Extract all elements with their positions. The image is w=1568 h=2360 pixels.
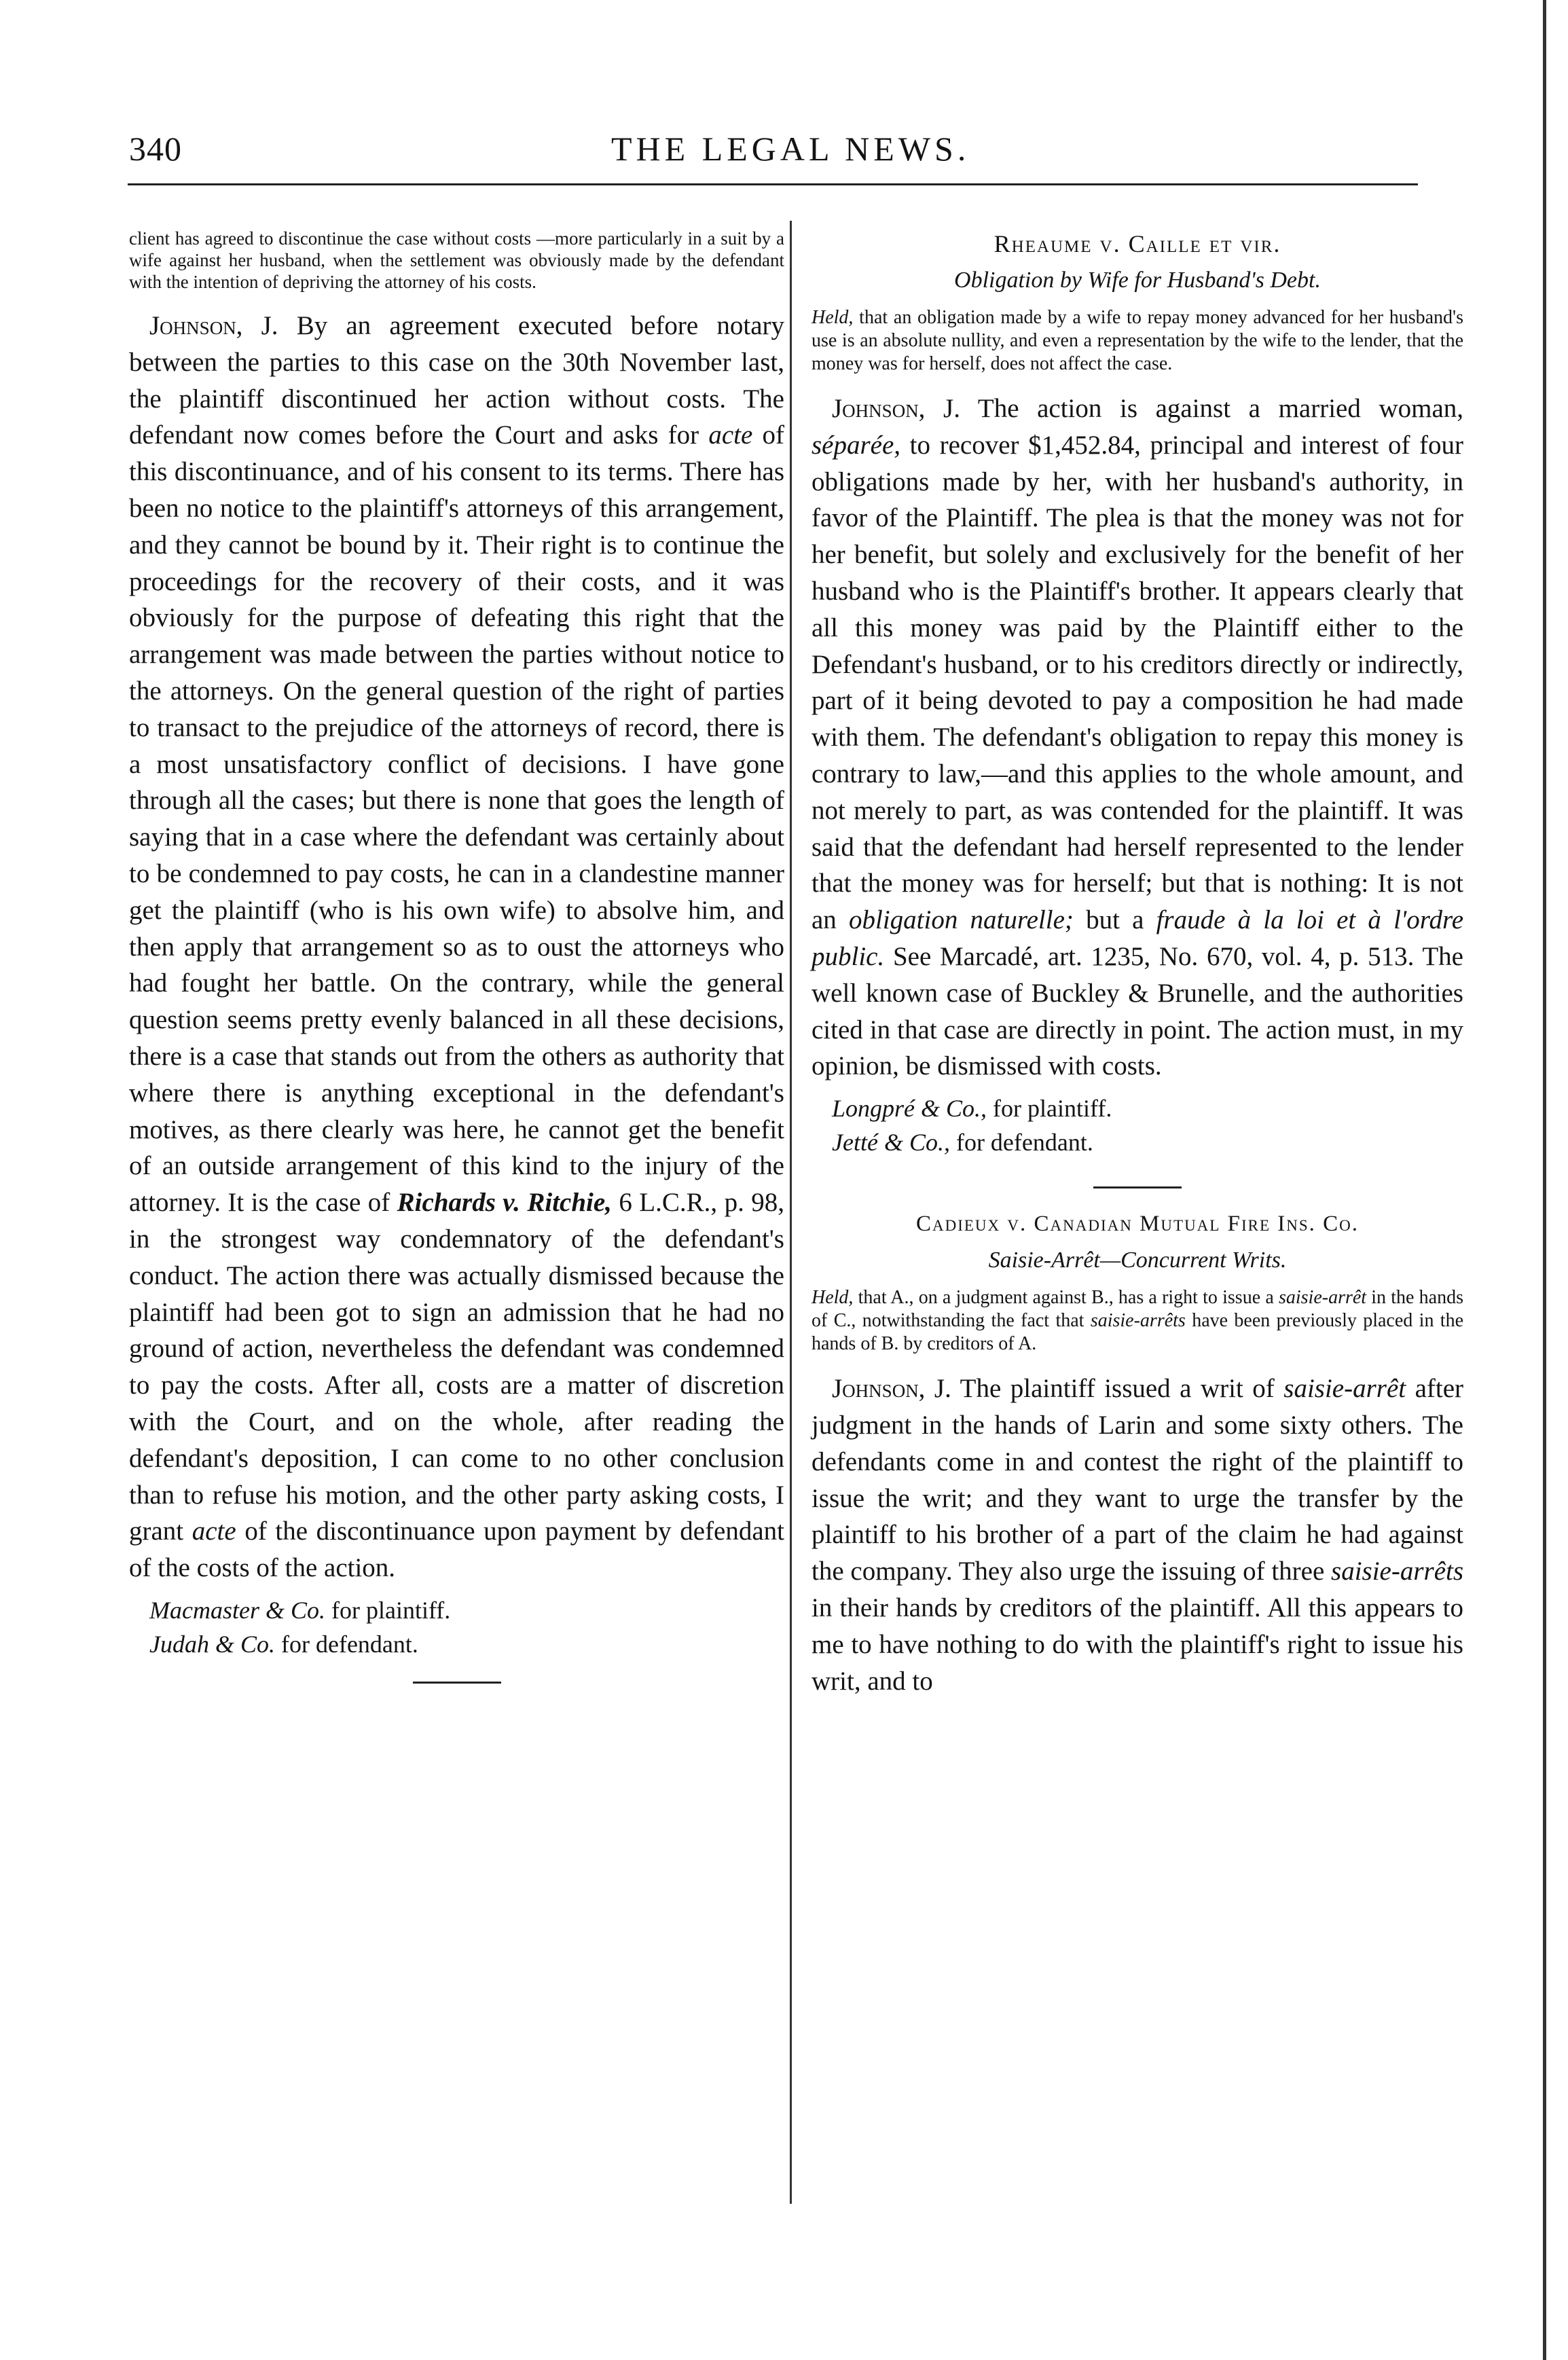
judgment-paragraph — [812, 391, 1463, 1085]
case-subtitle: Saisie-Arrêt—Concurrent Writs. — [988, 1248, 1287, 1273]
section-rule — [413, 1682, 501, 1684]
judgment-text-1: The plaintiff issued a writ of — [960, 1374, 1275, 1404]
acte-term: acte — [708, 420, 753, 450]
left-column — [129, 228, 784, 1703]
column-divider — [790, 221, 792, 2204]
judgment-text-3: but a — [1086, 905, 1144, 935]
counsel-firm: Longpré & Co., — [832, 1095, 987, 1123]
counsel-defendant — [812, 1125, 1463, 1159]
judgment-text-4: of the discontinuance upon payment by defendant of the costs of the action. — [129, 1517, 785, 1583]
headnote — [812, 306, 1463, 376]
running-head: THE LEGAL NEWS. — [611, 130, 970, 168]
page-number: 340 — [129, 130, 182, 168]
judge-name: Johnson, J. — [832, 1374, 951, 1404]
judgment-text-1: By an agreement executed before notary between the parties to this case on the 30th November last, the plaintiff discontinued her action without costs. The defendant now comes before the Court and asks for — [129, 311, 784, 450]
right-column — [812, 228, 1463, 1699]
margin-line — [1543, 0, 1546, 2360]
counsel-defendant — [129, 1627, 784, 1661]
held-text: that an obligation made by a wife to repay money advanced for her husband's use is an absolute nullity, and even a representation by the wife to the lender, that the money was for herself, does not affect the case. — [812, 307, 1463, 374]
held-label: Held, — [812, 307, 854, 328]
held-text-1: that A., on a judgment against B., has a right to issue a — [858, 1287, 1274, 1309]
held-label: Held, — [812, 1287, 854, 1309]
counsel-firm: Jetté & Co., — [832, 1129, 950, 1157]
judge-name: Johnson, J. — [149, 311, 278, 340]
counsel-firm: Macmaster & Co. — [149, 1596, 325, 1624]
case-citation: Richards v. Ritchie, — [397, 1188, 612, 1218]
section-rule — [1093, 1186, 1182, 1188]
case-title: Cadieux v. Canadian Mutual Fire Ins. Co. — [915, 1212, 1360, 1237]
judgment-text-4: See Marcadé, art. 1235, No. 670, vol. 4, p. 513. The well known case of Buckley & Brunelle, and the authorities cited in that case are directly in point. The action must, in my opinion, be dismissed with costs. — [812, 941, 1463, 1081]
judge-name: Johnson, J. — [832, 394, 960, 423]
saisies-term: saisie-arrêts — [1090, 1310, 1186, 1332]
judgment-paragraph — [812, 1370, 1463, 1699]
case-subtitle: Obligation by Wife for Husband's Debt. — [954, 268, 1321, 293]
fraude-term: fraude à la loi et à l'ordre public. — [812, 905, 1464, 971]
judgment-text-2: to recover $1,452.84, principal and interest of four obligations made by her, with her husband's authority, in favor of the Plaintiff. The plea is that the money was not for her benefit, but solely and exclusively for the benefit of her husband who is the Plaintiff's brother. It appears clearly that all this money was paid by the Plaintiff either to the Defendant's husband, or to his creditors directly or indirectly, part of it being devoted to pay a composition he had made with them. The defendant's obligation to repay this money is contrary to law,—and this applies to the whole amount, and not merely to part, as was contended for the plaintiff. It was said that the defendant had herself represented to the lender that the money was for herself; but that is nothing: It is not an — [812, 430, 1464, 935]
headnote — [812, 1286, 1463, 1356]
saisie-term: saisie-arrêt — [1283, 1374, 1406, 1404]
saisie-term: saisie-arrêt — [1278, 1287, 1367, 1309]
judgment-text-3: in their hands by creditors of the plaintiff. All this appears to me to have nothing to do with the plaintiff's right to issue his writ, and to — [812, 1593, 1463, 1696]
counsel-role: for defendant. — [281, 1630, 418, 1658]
judgment-text-2: of this discontinuance, and of his consent to its terms. There has been no notice to the plaintiff's attorneys of this arrangement, and they cannot be bound by it. Their right is to continue the proceedings for the recovery of their costs, and it was obviously for the purpose of defeating this right that the arrangement was made between the parties without notice to the attorneys. On the general question of the right of parties to transact to the prejudice of the attorneys of record, there is a most unsatisfactory conflict of decisions. I have gone through all the cases; but there is none that goes the length of saying that in a case where the defendant was certainly about to be condemned to pay costs, he can in a clandestine manner get the plaintiff (who is his own wife) to absolve him, and then apply that arrangement so as to oust the attorneys who had fought her battle. On the contrary, while the general question seems pretty evenly balanced in all these decisions, there is a case that stands out from the others as authority that where there is anything exceptional in the defendant's motives, as there clearly was here, he cannot get the benefit of an outside arrangement of this kind to the injury of the attorney. It is the case of — [129, 420, 785, 1218]
separee-term: séparée, — [812, 430, 901, 460]
judgment-paragraph — [129, 308, 784, 1586]
case-title: Rheaume v. Caille et vir. — [993, 230, 1281, 257]
held-text-3: have been previously placed in the hands of B. by creditors of A. — [812, 1310, 1464, 1355]
judgment-text-3: 6 L.C.R., p. 98, in the strongest way condemnatory of the defendant's conduct. The action there was actually dismissed because the plaintiff had been got to sign an admission that he had no ground of action, nevertheless the defendant was condemned to pay the costs. After all, costs are a matter of discretion with the Court, and on the whole, after reading the defendant's deposition, I can come to no other conclusion than to refuse his motion, and the other party asking costs, I grant — [129, 1188, 785, 1546]
held-text-2: in the hands of C., notwithstanding the fact that — [812, 1287, 1463, 1332]
judgment-text-1: The action is against a married woman, — [977, 394, 1464, 423]
saisies-term: saisie-arrêts — [1331, 1557, 1464, 1586]
acte-term-2: acte — [192, 1517, 236, 1546]
counsel-role: for defendant. — [955, 1129, 1093, 1157]
counsel-role: for plaintiff. — [993, 1095, 1112, 1123]
counsel-plaintiff — [812, 1091, 1463, 1125]
headnote-continued: client has agreed to discontinue the case without costs —more particularly in a suit by a wife against her husband, when the settlement was obviously made by the defendant with the intention of depriving the attorney of his costs. — [129, 228, 784, 292]
counsel-role: for plaintiff. — [331, 1596, 451, 1624]
header-rule — [128, 183, 1418, 185]
counsel-firm: Judah & Co. — [149, 1630, 275, 1658]
counsel-plaintiff — [129, 1593, 784, 1627]
judgment-text-2: after judgment in the hands of Larin and some sixty others. The defendants come in and contest the right of the plaintiff to issue the writ; and they want to urge the transfer by the plaintiff to his brother of a part of the claim he had against the company. They also urge the issuing of three — [812, 1374, 1464, 1586]
obligation-term: obligation naturelle; — [849, 905, 1074, 935]
